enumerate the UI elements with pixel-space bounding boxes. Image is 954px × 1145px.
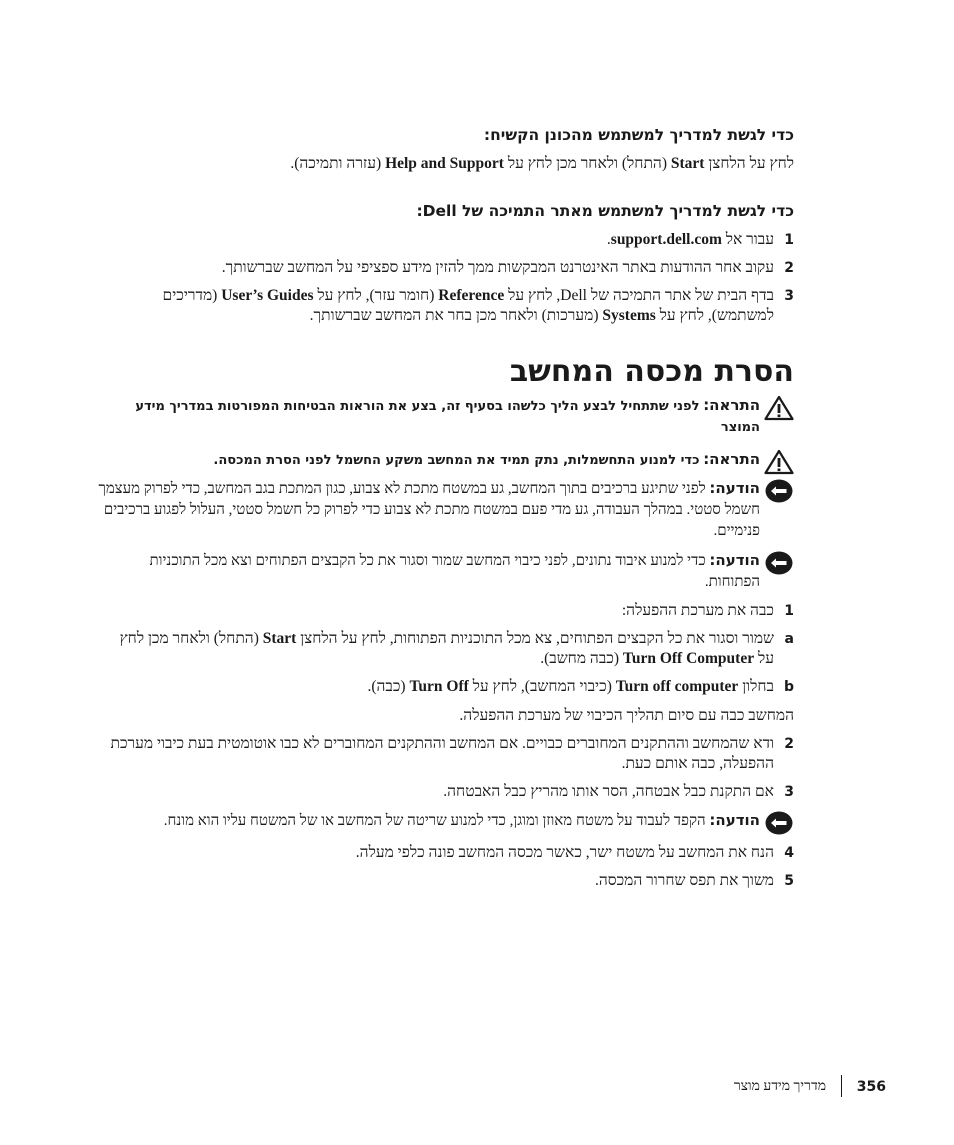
shutdown-note: המחשב כבה עם סיום תהליך הכיבוי של מערכת ההפעלה. bbox=[459, 707, 794, 724]
dell-step-2-text: עקוב אחר ההודעות באתר האינטרנט המבקשות ממך להזין מידע ספציפי על המחשב שברשותך. bbox=[221, 259, 774, 276]
section-title: הסרת מכסה המחשב bbox=[509, 354, 794, 389]
step-2-text: ודא שהמחשב וההתקנים המחוברים כבויים. אם המחשב וההתקנים המחוברים לא כבו אוטומטית בעת כיבוי מערכת ההפעלה, כבה אותם כעת. bbox=[110, 735, 774, 772]
step-5-text: משוך את תפס שחרור המכסה. bbox=[594, 872, 774, 889]
notice-hand-icon bbox=[764, 810, 794, 836]
dell-step-3-text: בדף הבית של אתר התמיכה של Dell, לחץ על Reference (חומר עזר), לחץ על User’s Guides (מדריכים למשתמש), לחץ על Systems (מערכות) ולאחר מכן בחר את המחשב שברשותך. bbox=[162, 287, 774, 324]
help-text: לחץ על הלחצן Start (התחל) ולאחר מכן לחץ על Help and Support (עזרה ותמיכה). bbox=[290, 155, 794, 172]
step-3-number: 3 bbox=[784, 784, 794, 800]
notice-block-1 bbox=[96, 478, 794, 542]
turn-off-computer-term: Turn Off Computer bbox=[622, 650, 755, 667]
notice-3-label: הודעה: bbox=[709, 811, 760, 829]
notice-1-text: לפני שתיגע ברכיבים בתוך המחשב, גע במשטח מתכת לא צבוע, כגון המתכת בגב המחשב, כדי לפרוק מעצמך חשמל סטטי. במהלך העבודה, גע מדי פעם במשטח מתכת לא צבוע כדי לפרוק כל חשמל סטטי, העלול לפגוע ברכיבים פנימיים. bbox=[98, 481, 760, 539]
support-url: support.dell.com bbox=[610, 231, 722, 248]
help-support-term: Help and Support bbox=[385, 155, 504, 172]
systems-term: Systems bbox=[602, 307, 656, 324]
caution-block-2 bbox=[100, 449, 794, 471]
warning-triangle-icon bbox=[764, 449, 794, 475]
step-1-number: 1 bbox=[784, 603, 794, 619]
warning-triangle-icon bbox=[764, 395, 794, 421]
substep-b-text: בחלון Turn off computer (כיבוי המחשב), לחץ על Turn Off (כבה). bbox=[367, 678, 774, 695]
dell-step-3-number: 3 bbox=[784, 288, 794, 304]
footer-divider bbox=[841, 1075, 842, 1097]
caution-1-label: התראה: bbox=[703, 396, 760, 414]
notice-1-label: הודעה: bbox=[709, 479, 760, 497]
step-2-number: 2 bbox=[784, 736, 794, 752]
step-4-number: 4 bbox=[784, 845, 794, 861]
turn-off-computer-window-term: Turn off computer bbox=[615, 678, 739, 695]
dell-heading: כדי לגשת למדריך למשתמש מאתר התמיכה של Dell: bbox=[416, 202, 794, 220]
turn-off-term: Turn Off bbox=[409, 678, 469, 695]
footer-doc-title: מדריך מידע מוצר bbox=[733, 1079, 826, 1094]
page-number: 356 bbox=[856, 1079, 886, 1095]
step-3-text: אם התקנת כבל אבטחה, הסר אותו מהריץ כבל האבטחה. bbox=[443, 783, 774, 800]
notice-hand-icon bbox=[764, 478, 794, 504]
caution-1-text: לפני שתתחיל לבצע הליך כלשהו בסעיף זה, בצע את הוראות הבטיחות המפורטות במדריך מידע המוצר bbox=[135, 399, 760, 435]
substep-b-letter: b bbox=[783, 679, 794, 695]
caution-2-text: כדי למנוע התחשמלות, נתק תמיד את המחשב משקע החשמל לפני הסרת המכסה. bbox=[213, 453, 700, 468]
dell-step-1-number: 1 bbox=[784, 232, 794, 248]
dell-step-1-text: עבור אל support.dell.com. bbox=[606, 231, 774, 248]
substep-a-text: שמור וסגור את כל הקבצים הפתוחים, צא מכל התוכניות הפתוחות, לחץ על הלחצן Start (התחל) ולאחר מכן לחץ על Turn Off Computer (כבה מחשב). bbox=[119, 630, 774, 667]
users-guides-term: User’s Guides bbox=[221, 287, 314, 304]
notice-block-2 bbox=[100, 550, 794, 593]
step-1-text: כבה את מערכת ההפעלה: bbox=[621, 602, 774, 619]
notice-2-text: כדי למנוע איבוד נתונים, לפני כיבוי המחשב שמור וסגור את כל הקבצים הפתוחים וצא מכל התוכניות הפתוחות. bbox=[149, 553, 760, 590]
caution-2-label: התראה: bbox=[703, 450, 760, 468]
notice-block-3 bbox=[60, 810, 794, 832]
notice-2-label: הודעה: bbox=[709, 551, 760, 569]
notice-hand-icon bbox=[764, 550, 794, 576]
step-4-text: הנח את המחשב על משטח ישר, כאשר מכסה המחשב פונה כלפי מעלה. bbox=[355, 844, 774, 861]
substep-a-letter: a bbox=[784, 631, 794, 647]
reference-term: Reference bbox=[438, 287, 505, 304]
start-term: Start bbox=[262, 630, 297, 647]
dell-step-2-number: 2 bbox=[784, 260, 794, 276]
caution-block-1 bbox=[110, 395, 794, 438]
start-term: Start bbox=[670, 155, 705, 172]
help-heading: כדי לגשת למדריך למשתמש מהכונן הקשיח: bbox=[483, 126, 794, 144]
notice-3-text: הקפד לעבוד על משטח מאוזן ומוגן, כדי למנוע שריטה של המחשב או של המשטח עליו הוא מונח. bbox=[163, 813, 706, 829]
step-5-number: 5 bbox=[784, 873, 794, 889]
